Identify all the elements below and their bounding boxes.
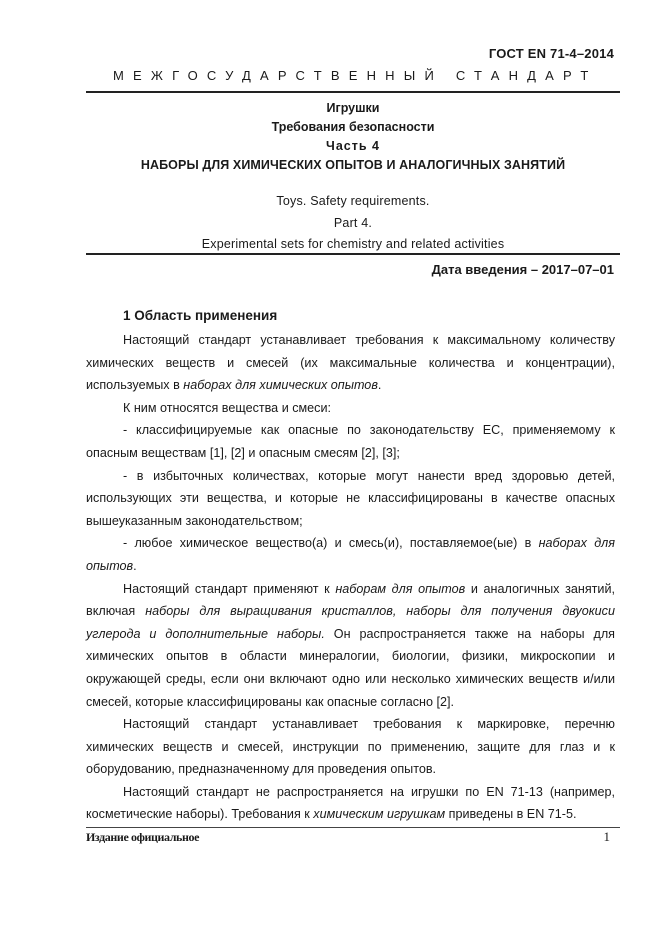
title-en-line-2: Part 4. — [333, 215, 373, 230]
top-divider — [86, 91, 620, 93]
title-line-safety: Требования безопасности — [271, 120, 435, 134]
paragraph: Настоящий стандарт устанавливает требования к максимальному количеству химических веществ и смесей (их максимальные количества и концентрации), используемых в наборах для химических опытов. — [86, 333, 615, 393]
footer-divider — [86, 827, 620, 828]
section-title: 1 Область применения — [123, 308, 278, 323]
title-russian — [86, 99, 620, 175]
list-item: - любое химическое вещество(а) и смесь(и), поставляемое(ые) в наборах для опытов. — [86, 536, 615, 573]
title-english — [86, 191, 620, 256]
title-line-toys: Игрушки — [326, 101, 380, 115]
page-number: 1 — [603, 829, 610, 844]
edition-label: Издание официальное — [86, 830, 200, 844]
title-line-part: Часть 4 — [326, 139, 380, 153]
title-en-line-3: Experimental sets for chemistry and related activities — [201, 237, 505, 251]
list-item: - в избыточных количествах, которые могут нанести вред здоровью детей, использующих эти вещества, и которые не классифицированы в качестве опасных вышеуказанным законодательством; — [86, 468, 615, 528]
intro-date: Дата введения – 2017–07–01 — [431, 262, 614, 277]
gost-code: ГОСТ EN 71-4–2014 — [488, 46, 614, 61]
paragraph: Настоящий стандарт не распространяется на игрушки по EN 71-13 (например, косметические наборы). Требования к химическим игрушкам приведены в EN 71-5. — [86, 784, 615, 822]
list-item: - классифицируемые как опасные по законодательству ЕС, применяемому к опасным веществам [1], [2] и опасным смесям [2], [3]; — [86, 423, 615, 460]
middle-divider — [86, 253, 620, 255]
standard-type-heading: МЕЖГОСУДАРСТВЕННЫЙ СТАНДАРТ — [113, 68, 598, 83]
paragraph: К ним относятся вещества и смеси: — [123, 400, 332, 415]
paragraph: Настоящий стандарт устанавливает требования к маркировке, перечню химических веществ и смесей, инструкции по применению, защите для глаз и к оборудованию, предназначенному для проведения опытов. — [86, 717, 615, 777]
paragraph: Настоящий стандарт применяют к наборам для опытов и аналогичных занятий, включая наборы для выращивания кристаллов, наборы для получения двуокиси углерода и дополнительные наборы. Он распространяется также на наборы для химических опытов в области минералогии, биологии, физики, микроскопии и окружающей среды, если они включают одно или несколько химических веществ и/или смесей, которые классифицированы как опасные согласно [2]. — [86, 581, 616, 709]
title-en-line-1: Toys. Safety requirements. — [276, 194, 430, 208]
section-body — [86, 329, 615, 826]
title-line-subject: НАБОРЫ ДЛЯ ХИМИЧЕСКИХ ОПЫТОВ И АНАЛОГИЧНЫХ ЗАНЯТИЙ — [140, 158, 566, 172]
